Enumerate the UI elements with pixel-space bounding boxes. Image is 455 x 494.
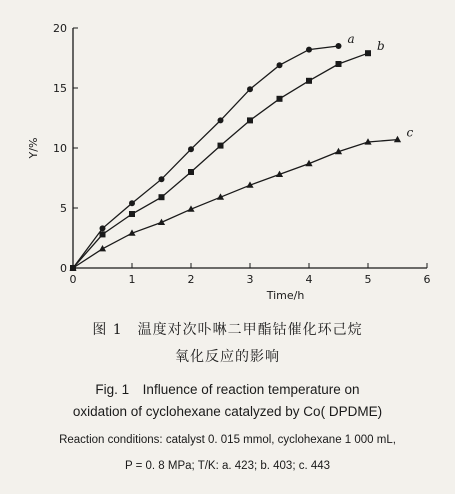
data-point-a: [277, 62, 283, 68]
series-label-b: b: [377, 39, 385, 54]
data-point-b: [100, 231, 106, 237]
data-point-b: [306, 78, 312, 84]
data-point-b: [336, 61, 342, 67]
x-tick-label: 0: [69, 273, 77, 286]
x-axis-title: Time/h: [266, 289, 305, 302]
data-point-b: [129, 211, 135, 217]
data-point-a: [100, 225, 106, 231]
reaction-conditions-line-2: P = 0. 8 MPa; T/K: a. 423; b. 403; c. 443: [124, 460, 331, 472]
data-point-b: [188, 169, 194, 175]
data-point-a: [336, 43, 342, 49]
y-tick-label: 5: [60, 202, 67, 215]
data-point-a: [129, 200, 135, 206]
x-tick-label: 1: [128, 273, 136, 286]
y-axis-title: Y/%: [27, 137, 40, 159]
data-point-a: [188, 146, 194, 152]
y-tick-label: 15: [53, 82, 67, 95]
y-tick-label: 10: [53, 142, 67, 155]
series-label-a: a: [347, 32, 355, 46]
data-point-a: [247, 86, 253, 92]
x-tick-label: 4: [305, 273, 313, 286]
reaction-conditions-line-1: Reaction conditions: catalyst 0. 015 mmol, cyclohexane 1 000 mL,: [59, 434, 396, 446]
series-line-a: [73, 46, 339, 268]
y-tick-label: 0: [60, 262, 67, 275]
data-point-b: [218, 143, 224, 149]
x-tick-label: 5: [364, 273, 372, 286]
caption-english-line-1: Fig. 1 Influence of reaction temperature on: [95, 382, 360, 397]
series-label-c: c: [406, 125, 414, 140]
caption-english-line-2: oxidation of cyclohexane catalyzed by Co( DPDME): [72, 404, 383, 419]
data-point-c: [394, 136, 401, 142]
x-tick-label: 2: [187, 273, 195, 286]
data-point-b: [247, 117, 253, 123]
data-point-b: [365, 50, 371, 56]
data-point-b: [277, 96, 283, 102]
caption-chinese-line-1: 图 1 温度对次卟啉二甲酯钴催化环己烷: [92, 322, 363, 338]
y-tick-label: 20: [53, 22, 67, 35]
x-tick-label: 6: [423, 273, 431, 286]
data-point-a: [306, 47, 312, 53]
x-tick-label: 3: [246, 273, 254, 286]
series-line-b: [73, 53, 368, 268]
series-line-c: [73, 140, 398, 268]
caption-chinese-line-2: 氧化反应的影响: [175, 349, 280, 365]
data-point-a: [159, 176, 165, 182]
data-point-a: [218, 117, 224, 123]
axes-frame: [73, 28, 427, 268]
data-point-b: [159, 194, 165, 200]
